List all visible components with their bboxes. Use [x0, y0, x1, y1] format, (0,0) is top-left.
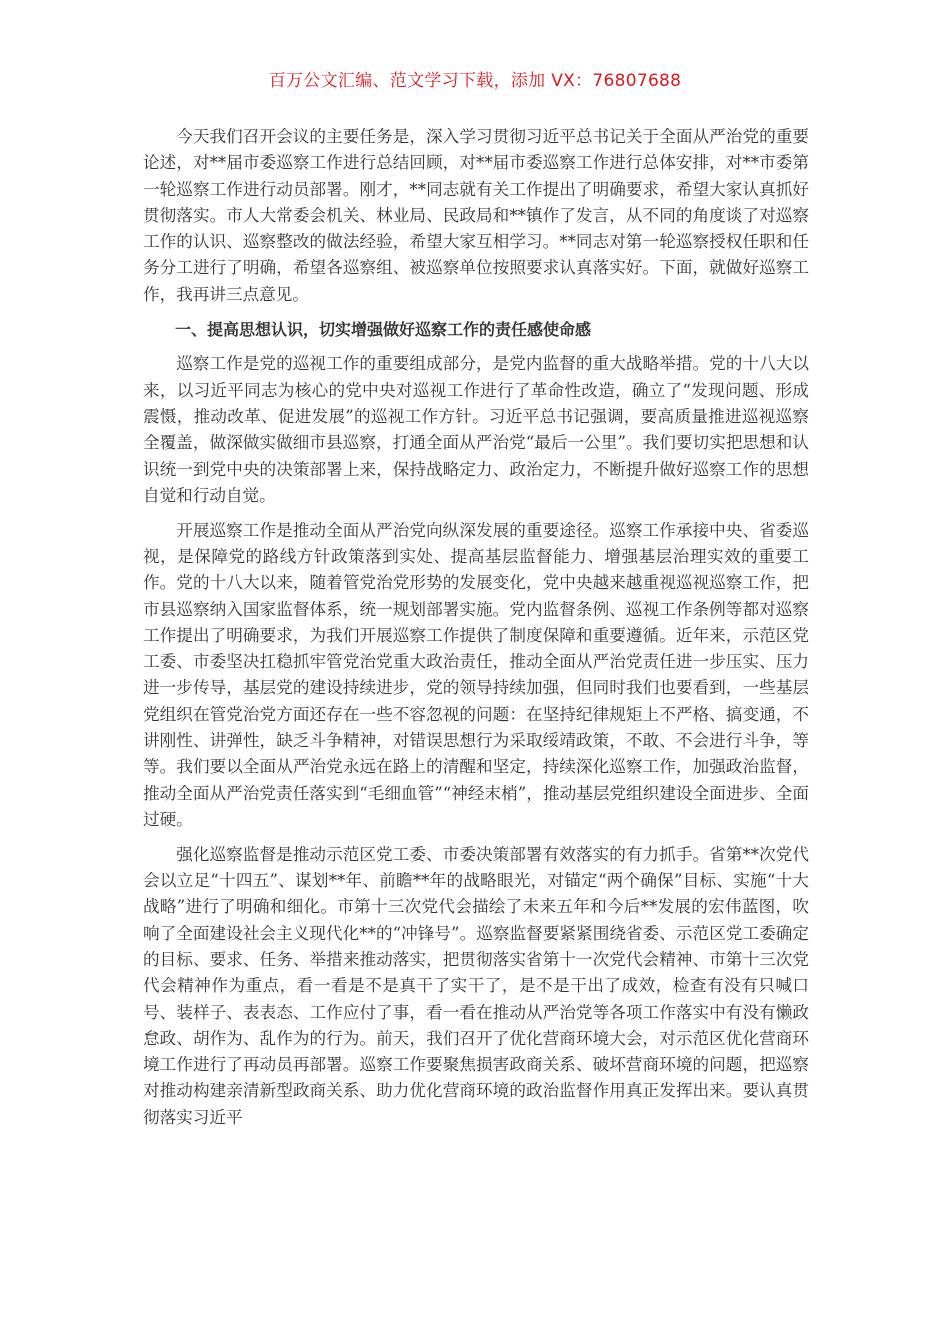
intro-paragraph: 今天我们召开会议的主要任务是，深入学习贯彻习近平总书记关于全面从严治党的重要论述，对**届市委巡察工作进行总结回顾，对**届市委巡察工作进行总体安排，对**市委第一轮巡察工作进行动员部署。刚才，**同志就有关工作提出了明确要求，希望大家认真抓好贯彻落实。市人大常委会机关、林业局、民政局和**镇作了发言，从不同的角度谈了对巡察工作的认识、巡察整改的做法经验，希望大家互相学习。**同志对第一轮巡察授权任职和任务分工进行了明确，希望各巡察组、被巡察单位按照要求认真落实好。下面，就做好巡察工作，我再讲三点意见。 [143, 127, 809, 304]
section-1-paragraph-1: 巡察工作是党的巡视工作的重要组成部分，是党内监督的重大战略举措。党的十八大以来，以习近平同志为核心的党中央对巡视工作进行了革命性改造，确立了“发现问题、形成震慑，推动改革、促进发展”的巡视工作方针。习近平总书记强调，要高质量推进巡视巡察全覆盖，做深做实做细市县巡察，打通全面从严治党“最后一公里”。我们要切实把思想和认识统一到党中央的决策部署上来，保持战略定力、政治定力，不断提升做好巡察工作的思想自觉和行动自觉。 [143, 354, 809, 505]
section-1-paragraph-2: 开展巡察工作是推动全面从严治党向纵深发展的重要途径。巡察工作承接中央、省委巡视，是保障党的路线方针政策落到实处、提高基层监督能力、增强基层治理实效的重要工作。党的十八大以来，随着管党治党形势的发展变化，党中央越来越重视巡视巡察工作，把市县巡察纳入国家监督体系，统一规划部署实施。党内监督条例、巡视工作条例等都对巡察工作提出了明确要求，为我们开展巡察工作提供了制度保障和重要遵循。近年来，示范区党工委、市委坚决扛稳抓牢管党治党重大政治责任，推动全面从严治党责任进一步压实、压力进一步传导，基层党的建设持续进步，党的领导持续加强，但同时我们也要看到，一些基层党组织在管党治党方面还存在一些不容忽视的问题：在坚持纪律规矩上不严格、搞变通，不讲刚性、讲弹性，缺乏斗争精神，对错误思想行为采取绥靖政策，不敢、不会进行斗争，等等。我们要以全面从严治党永远在路上的清醒和坚定，持续深化巡察工作，加强政治监督，推动全面从严治党责任落实到“毛细血管”“神经末梢”，推动基层党组织建设全面进步、全面过硬。 [143, 520, 809, 829]
section-1-paragraph-3: 强化巡察监督是推动示范区党工委、市委决策部署有效落实的有力抓手。省第**次党代会以立足“十四五”、谋划**年、前瞻**年的战略眼光，对锚定“两个确保”目标、实施“十大战略”进行了明确和细化。市第十三次党代会描绘了未来五年和今后**发展的宏伟蓝图，吹响了全面建设社会主义现代化**的“冲锋号”。巡察监督要紧紧围绕省委、示范区党工委确定的目标、要求、任务、举措来推动落实，把贯彻落实省第十一次党代会精神、市第十三次党代会精神作为重点，看一看是不是真干了实干了，是不是干出了成效，检查有没有只喊口号、装样子、表表态、工作应付了事，看一看在推动从严治党等各项工作落实中有没有懒政怠政、胡作为、乱作为的行为。前天，我们召开了优化营商环境大会，对示范区优化营商环境工作进行了再动员再部署。巡察工作要聚焦损害政商关系、破坏营商环境的问题，把巡察对推动构建亲清新型政商关系、助力优化营商环境的政治监督作用真正发挥出来。要认真贯彻落实习近平 [143, 844, 809, 1127]
section-heading-1: 一、提高思想认识，切实增强做好巡察工作的责任感使命感 [175, 319, 592, 339]
watermark-header: 百万公文汇编、范文学习下载，添加 VX：76807688 [268, 71, 682, 91]
document-body [143, 124, 809, 1139]
